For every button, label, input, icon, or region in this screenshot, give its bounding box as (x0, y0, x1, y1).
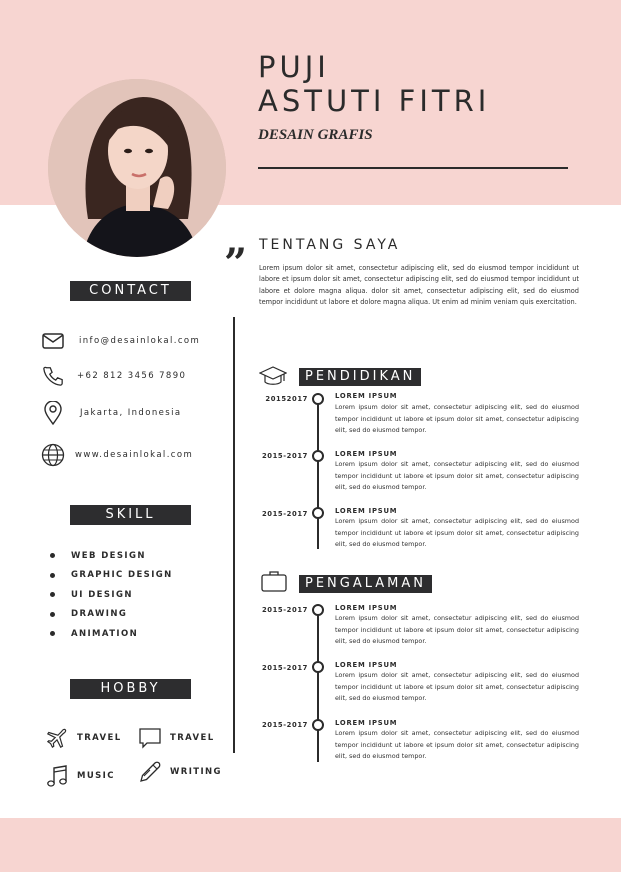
airplane-icon (45, 726, 69, 750)
chat-bubble-icon (138, 726, 162, 750)
contact-website[interactable] (40, 442, 193, 468)
about-title: TENTANG SAYA (259, 237, 401, 253)
graduation-cap-icon (259, 365, 287, 393)
hobby-item: TRAVEL (138, 726, 215, 750)
experience-year: 2015-2017 (261, 606, 308, 614)
timeline-dot (312, 507, 324, 519)
skill-item: UI DESIGN (50, 585, 173, 605)
skill-item: GRAPHIC DESIGN (50, 566, 173, 586)
name-line-2: ASTUTI FITRI (258, 84, 491, 118)
contact-location (40, 400, 181, 426)
skill-item: WEB DESIGN (50, 546, 173, 566)
education-title: LOREM IPSUM (335, 507, 398, 515)
location-text: Jakarta, Indonesia (80, 408, 182, 418)
experience-title: LOREM IPSUM (335, 604, 398, 612)
website-text: www.desainlokal.com (75, 450, 194, 460)
location-pin-icon (40, 400, 66, 426)
experience-year: 2015-2017 (261, 664, 308, 672)
music-note-icon (45, 764, 69, 788)
education-year: 2015-2017 (261, 452, 308, 460)
experience-title: LOREM IPSUM (335, 719, 398, 727)
contact-heading: CONTACT (70, 281, 191, 301)
footer-band (0, 818, 621, 872)
email-icon (40, 328, 66, 354)
timeline-dot (312, 604, 324, 616)
education-heading: PENDIDIKAN (299, 368, 421, 386)
experience-heading: PENGALAMAN (299, 575, 432, 593)
experience-text: Lorem ipsum dolor sit amet, consectetur adipiscing elit, sed do eiusmod tempor incididunt ut labore et ipsum dolor sit amet, consectetur adipiscing elit, sed do eiusmod tempor. (335, 671, 579, 703)
about-text: Lorem ipsum dolor sit amet, consectetur adipiscing elit, sed do eiusmod tempor incididunt ut labore et ipsum dolor sit amet, consectetur adipiscing elit, sed do eiusmod tempor incididunt ut labore et dolore magna aliqua. dolor sit amet, consectetur adipiscing elit, sed do eiusmod tempor incididunt ut labore et dolore magna aliqua. Ut enim ad minim veniam quis exercitation. (259, 264, 579, 306)
briefcase-icon (261, 569, 287, 597)
timeline-dot (312, 661, 324, 673)
phone-icon (40, 363, 66, 389)
contact-email[interactable] (40, 328, 200, 354)
experience-timeline-line (317, 606, 319, 762)
education-title: LOREM IPSUM (335, 450, 398, 458)
full-name (258, 50, 490, 118)
globe-icon (40, 442, 66, 468)
education-year: 20152017 (265, 395, 308, 403)
experience-text: Lorem ipsum dolor sit amet, consectetur adipiscing elit, sed do eiusmod tempor incididunt ut labore et ipsum dolor sit amet, consectetur adipiscing elit, sed do eiusmod tempor. (335, 729, 579, 761)
education-title: LOREM IPSUM (335, 392, 398, 400)
hobby-heading: HOBBY (70, 679, 191, 699)
education-timeline-line (317, 399, 319, 549)
timeline-dot (312, 450, 324, 462)
experience-year: 2015-2017 (261, 721, 308, 729)
timeline-dot (312, 719, 324, 731)
skill-list (50, 546, 173, 644)
education-year: 2015-2017 (261, 510, 308, 518)
quote-mark-icon: ” (224, 240, 248, 287)
phone-text: +62 812 3456 7890 (77, 371, 187, 381)
skill-item: DRAWING (50, 605, 173, 625)
experience-title: LOREM IPSUM (335, 661, 398, 669)
education-text: Lorem ipsum dolor sit amet, consectetur adipiscing elit, sed do eiusmod tempor incididunt ut labore et ipsum dolor sit amet, consectetur adipiscing elit, sed do eiusmod tempor. (335, 403, 579, 435)
name-line-1: PUJI (258, 50, 330, 84)
profile-photo (48, 79, 226, 257)
experience-text: Lorem ipsum dolor sit amet, consectetur adipiscing elit, sed do eiusmod tempor incididunt ut labore et ipsum dolor sit amet, consectetur adipiscing elit, sed do eiusmod tempor. (335, 614, 579, 646)
education-text: Lorem ipsum dolor sit amet, consectetur adipiscing elit, sed do eiusmod tempor incididunt ut labore et ipsum dolor sit amet, consectetur adipiscing elit, sed do eiusmod tempor. (335, 460, 579, 492)
job-title: DESAIN GRAFIS (258, 127, 373, 143)
skill-heading: SKILL (70, 505, 191, 525)
column-divider (233, 317, 235, 753)
timeline-dot (312, 393, 324, 405)
email-text: info@desainlokal.com (79, 336, 201, 346)
hobby-item: TRAVEL (45, 726, 122, 750)
skill-item: ANIMATION (50, 624, 173, 644)
hobby-item: MUSIC (45, 764, 115, 788)
pencil-icon (138, 760, 162, 784)
hobby-item: WRITING (138, 760, 222, 784)
contact-phone[interactable] (40, 363, 186, 389)
name-divider (258, 167, 568, 169)
education-text: Lorem ipsum dolor sit amet, consectetur adipiscing elit, sed do eiusmod tempor incididunt ut labore et ipsum dolor sit amet, consectetur adipiscing elit, sed do eiusmod tempor. (335, 517, 579, 549)
